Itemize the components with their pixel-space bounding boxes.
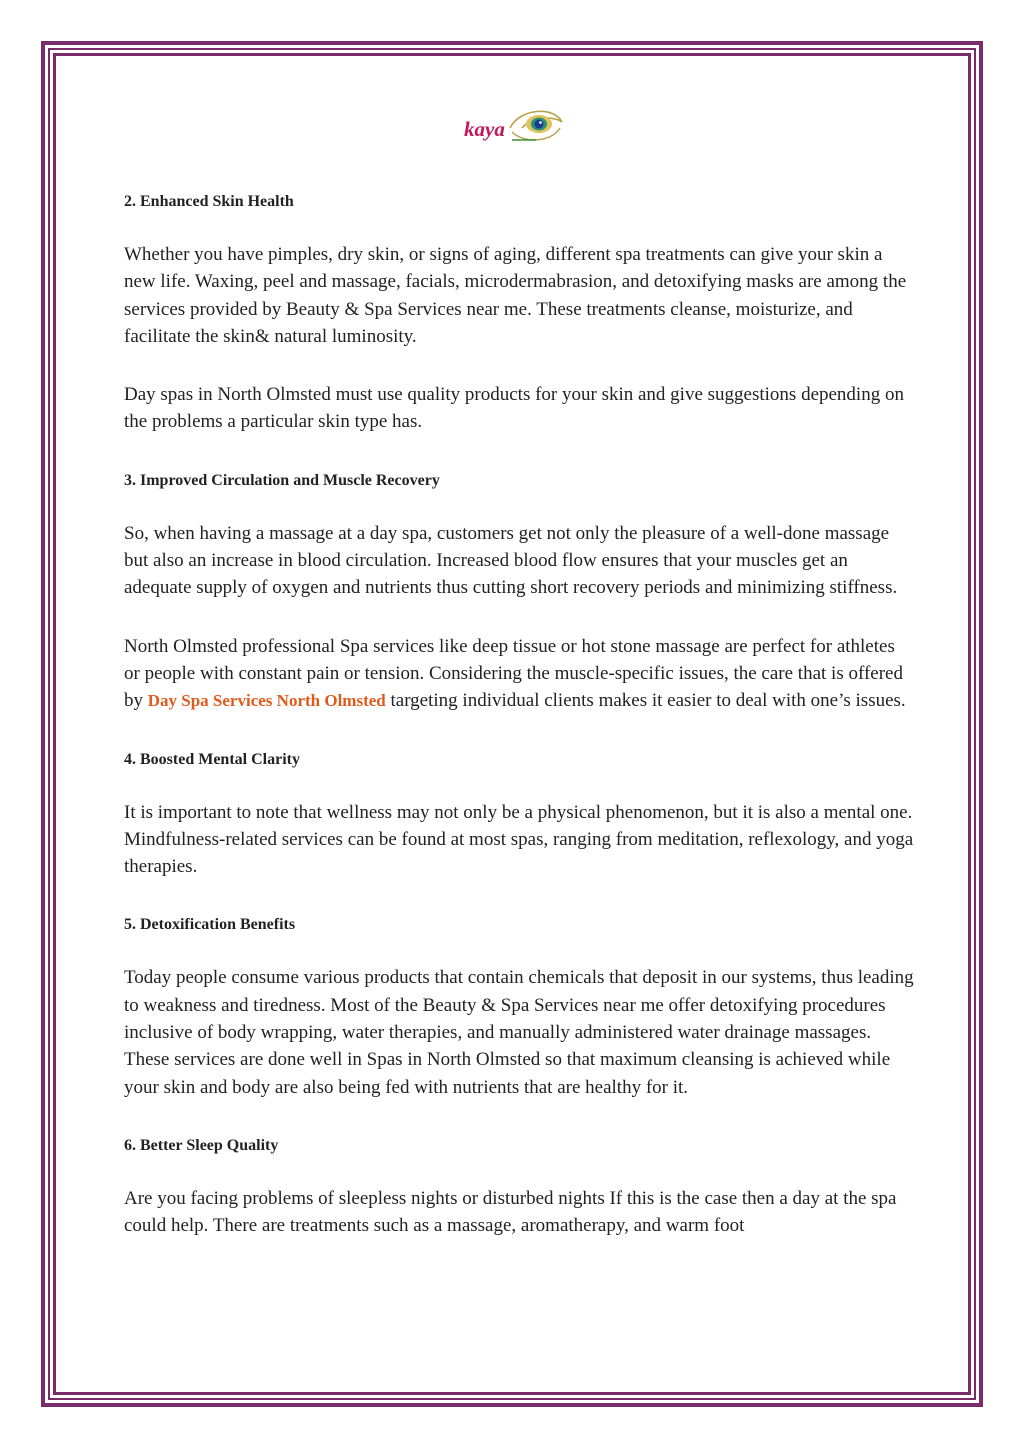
paragraph-mental-clarity: It is important to note that wellness may not only be a physical phenomenon, but it is also a mental one. Mindfulness-related services can be found at most spas, ranging from meditation, reflexology, and yoga therapies.: [124, 801, 914, 878]
paragraph-circulation-1: So, when having a massage at a day spa, customers get not only the pleasure of a well-done massage but also an increase in blood circulation. Increased blood flow ensures that your muscles get an adequate supply of oxygen and nutrients thus cutting short recovery periods and minimizing stiffness.: [124, 522, 898, 599]
logo-eye-highlight: [539, 121, 542, 124]
paragraph-circulation-2: [124, 633, 914, 715]
day-spa-services-link[interactable]: Day Spa Services North Olmsted: [147, 691, 386, 711]
logo-wordmark: kaya: [464, 117, 505, 141]
kaya-logo: [462, 104, 566, 150]
paragraph-skin-health-1: Whether you have pimples, dry skin, or signs of aging, different spa treatments can give your skin a new life. Waxing, peel and massage, facials, microdermabrasion, and detoxifying masks are among the services provided by Beauty & Spa Services near me. These treatments cleanse, moisturize, and facilitate the skin& natural luminosity.: [124, 244, 907, 347]
article-body: [124, 188, 914, 1271]
logo-eye-pupil: [535, 120, 544, 129]
section-heading-circulation: 3. Improved Circulation and Muscle Recovery: [124, 471, 440, 489]
paragraph-text-before-link: North Olmsted professional Spa services like deep tissue or hot stone massage are perfect for athletes or people with constant pain or tension. Considering the muscle-specific issues, the care that is offered by: [124, 635, 903, 712]
section-heading-sleep: 6. Better Sleep Quality: [124, 1136, 279, 1154]
paragraph-text-after-link: targeting individual clients makes it easier to deal with one’s issues.: [385, 690, 906, 712]
section-heading-mental-clarity: 4. Boosted Mental Clarity: [124, 750, 300, 768]
section-heading-detox: 5. Detoxification Benefits: [124, 916, 296, 934]
paragraph-sleep: Are you facing problems of sleepless nights or disturbed nights If this is the case then a day at the spa could help. There are treatments such as a massage, aromatherapy, and warm foot: [124, 1187, 897, 1237]
section-heading-skin-health: 2. Enhanced Skin Health: [124, 193, 294, 210]
paragraph-skin-health-2: Day spas in North Olmsted must use quality products for your skin and give suggestions depending on the problems a particular skin type has.: [124, 384, 904, 433]
kaya-logo-graphic: [462, 104, 566, 150]
paragraph-detox: Today people consume various products that contain chemicals that deposit in our systems, thus leading to weakness and tiredness. Most of the Beauty & Spa Services near me offer detoxifying procedures inclusive of body wrapping, water therapies, and manually administered water drainage massages. These services are done well in Spas in North Olmsted so that maximum cleansing is achieved while your skin and body are also being fed with nutrients that are healthy for it.: [124, 967, 914, 1098]
